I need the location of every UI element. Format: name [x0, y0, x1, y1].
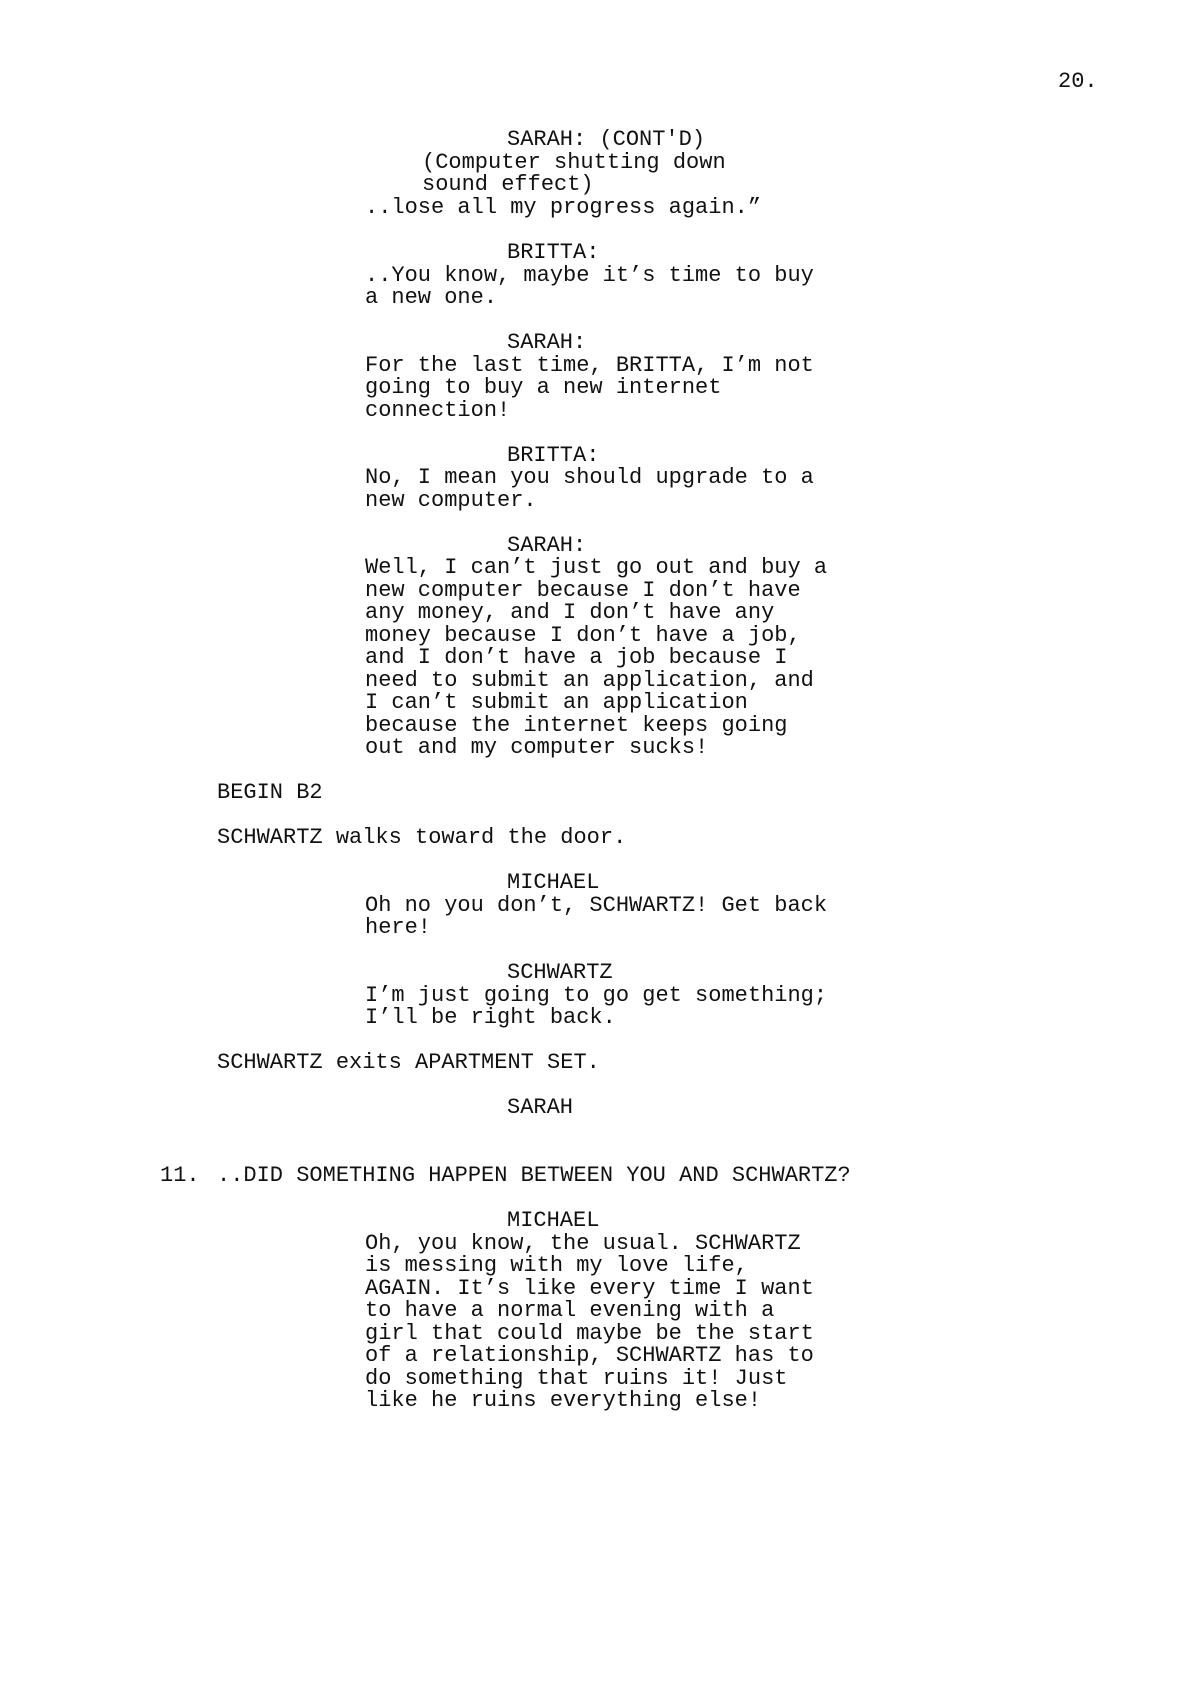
dialogue-line: because the internet keeps going [365, 713, 788, 738]
dialogue-line: any money, and I don’t have any [365, 600, 775, 625]
scene-heading: ..DID SOMETHING HAPPEN BETWEEN YOU AND SCHWARTZ? [217, 1163, 851, 1188]
dialogue-line: here! [365, 915, 432, 940]
action-line: SCHWARTZ walks toward the door. [217, 825, 627, 850]
dialogue-line: new computer because I don’t have [365, 578, 801, 603]
dialogue-line: AGAIN. It’s like every time I want [365, 1276, 814, 1301]
scene-number: 11. [160, 1163, 200, 1188]
character-name: SARAH: (CONT'D) [507, 127, 706, 152]
dialogue-line: I can’t submit an application [365, 690, 748, 715]
dialogue-line: money because I don’t have a job, [365, 623, 801, 648]
dialogue-line: going to buy a new internet [365, 375, 722, 400]
dialogue-line: to have a normal evening with a [365, 1298, 775, 1323]
action-line: SCHWARTZ exits APARTMENT SET. [217, 1050, 600, 1075]
dialogue-line: ..You know, maybe it’s time to buy [365, 263, 814, 288]
character-name: BRITTA: [507, 443, 600, 468]
action-line: BEGIN B2 [217, 780, 323, 805]
character-name: SARAH: [507, 533, 587, 558]
dialogue-line: Oh, you know, the usual. SCHWARTZ [365, 1231, 801, 1256]
dialogue-line: and I don’t have a job because I [365, 645, 788, 670]
dialogue-line: do something that ruins it! Just [365, 1366, 788, 1391]
dialogue-line: new computer. [365, 488, 537, 513]
dialogue-line: a new one. [365, 285, 498, 310]
dialogue-line: I’ll be right back. [365, 1005, 616, 1030]
dialogue-line: connection! [365, 398, 511, 423]
dialogue-line: like he ruins everything else! [365, 1388, 762, 1413]
dialogue-line: need to submit an application, and [365, 668, 814, 693]
page-number: 20. [1058, 69, 1098, 94]
character-name: SARAH: [507, 330, 587, 355]
character-name: MICHAEL [507, 870, 600, 895]
character-name: SCHWARTZ [507, 960, 613, 985]
parenthetical-line: sound effect) [422, 172, 594, 197]
parenthetical-line: (Computer shutting down [422, 150, 726, 175]
dialogue-line: out and my computer sucks! [365, 735, 709, 760]
dialogue-line: girl that could maybe be the start [365, 1321, 814, 1346]
character-name: MICHAEL [507, 1208, 600, 1233]
character-name: SARAH [507, 1095, 574, 1120]
character-name: BRITTA: [507, 240, 600, 265]
dialogue-line: For the last time, BRITTA, I’m not [365, 353, 814, 378]
dialogue-line: No, I mean you should upgrade to a [365, 465, 814, 490]
dialogue-line: Oh no you don’t, SCHWARTZ! Get back [365, 893, 828, 918]
dialogue-line: ..lose all my progress again.” [365, 195, 762, 220]
dialogue-line: I’m just going to go get something; [365, 983, 828, 1008]
dialogue-line: is messing with my love life, [365, 1253, 748, 1278]
dialogue-line: Well, I can’t just go out and buy a [365, 555, 828, 580]
dialogue-line: of a relationship, SCHWARTZ has to [365, 1343, 814, 1368]
